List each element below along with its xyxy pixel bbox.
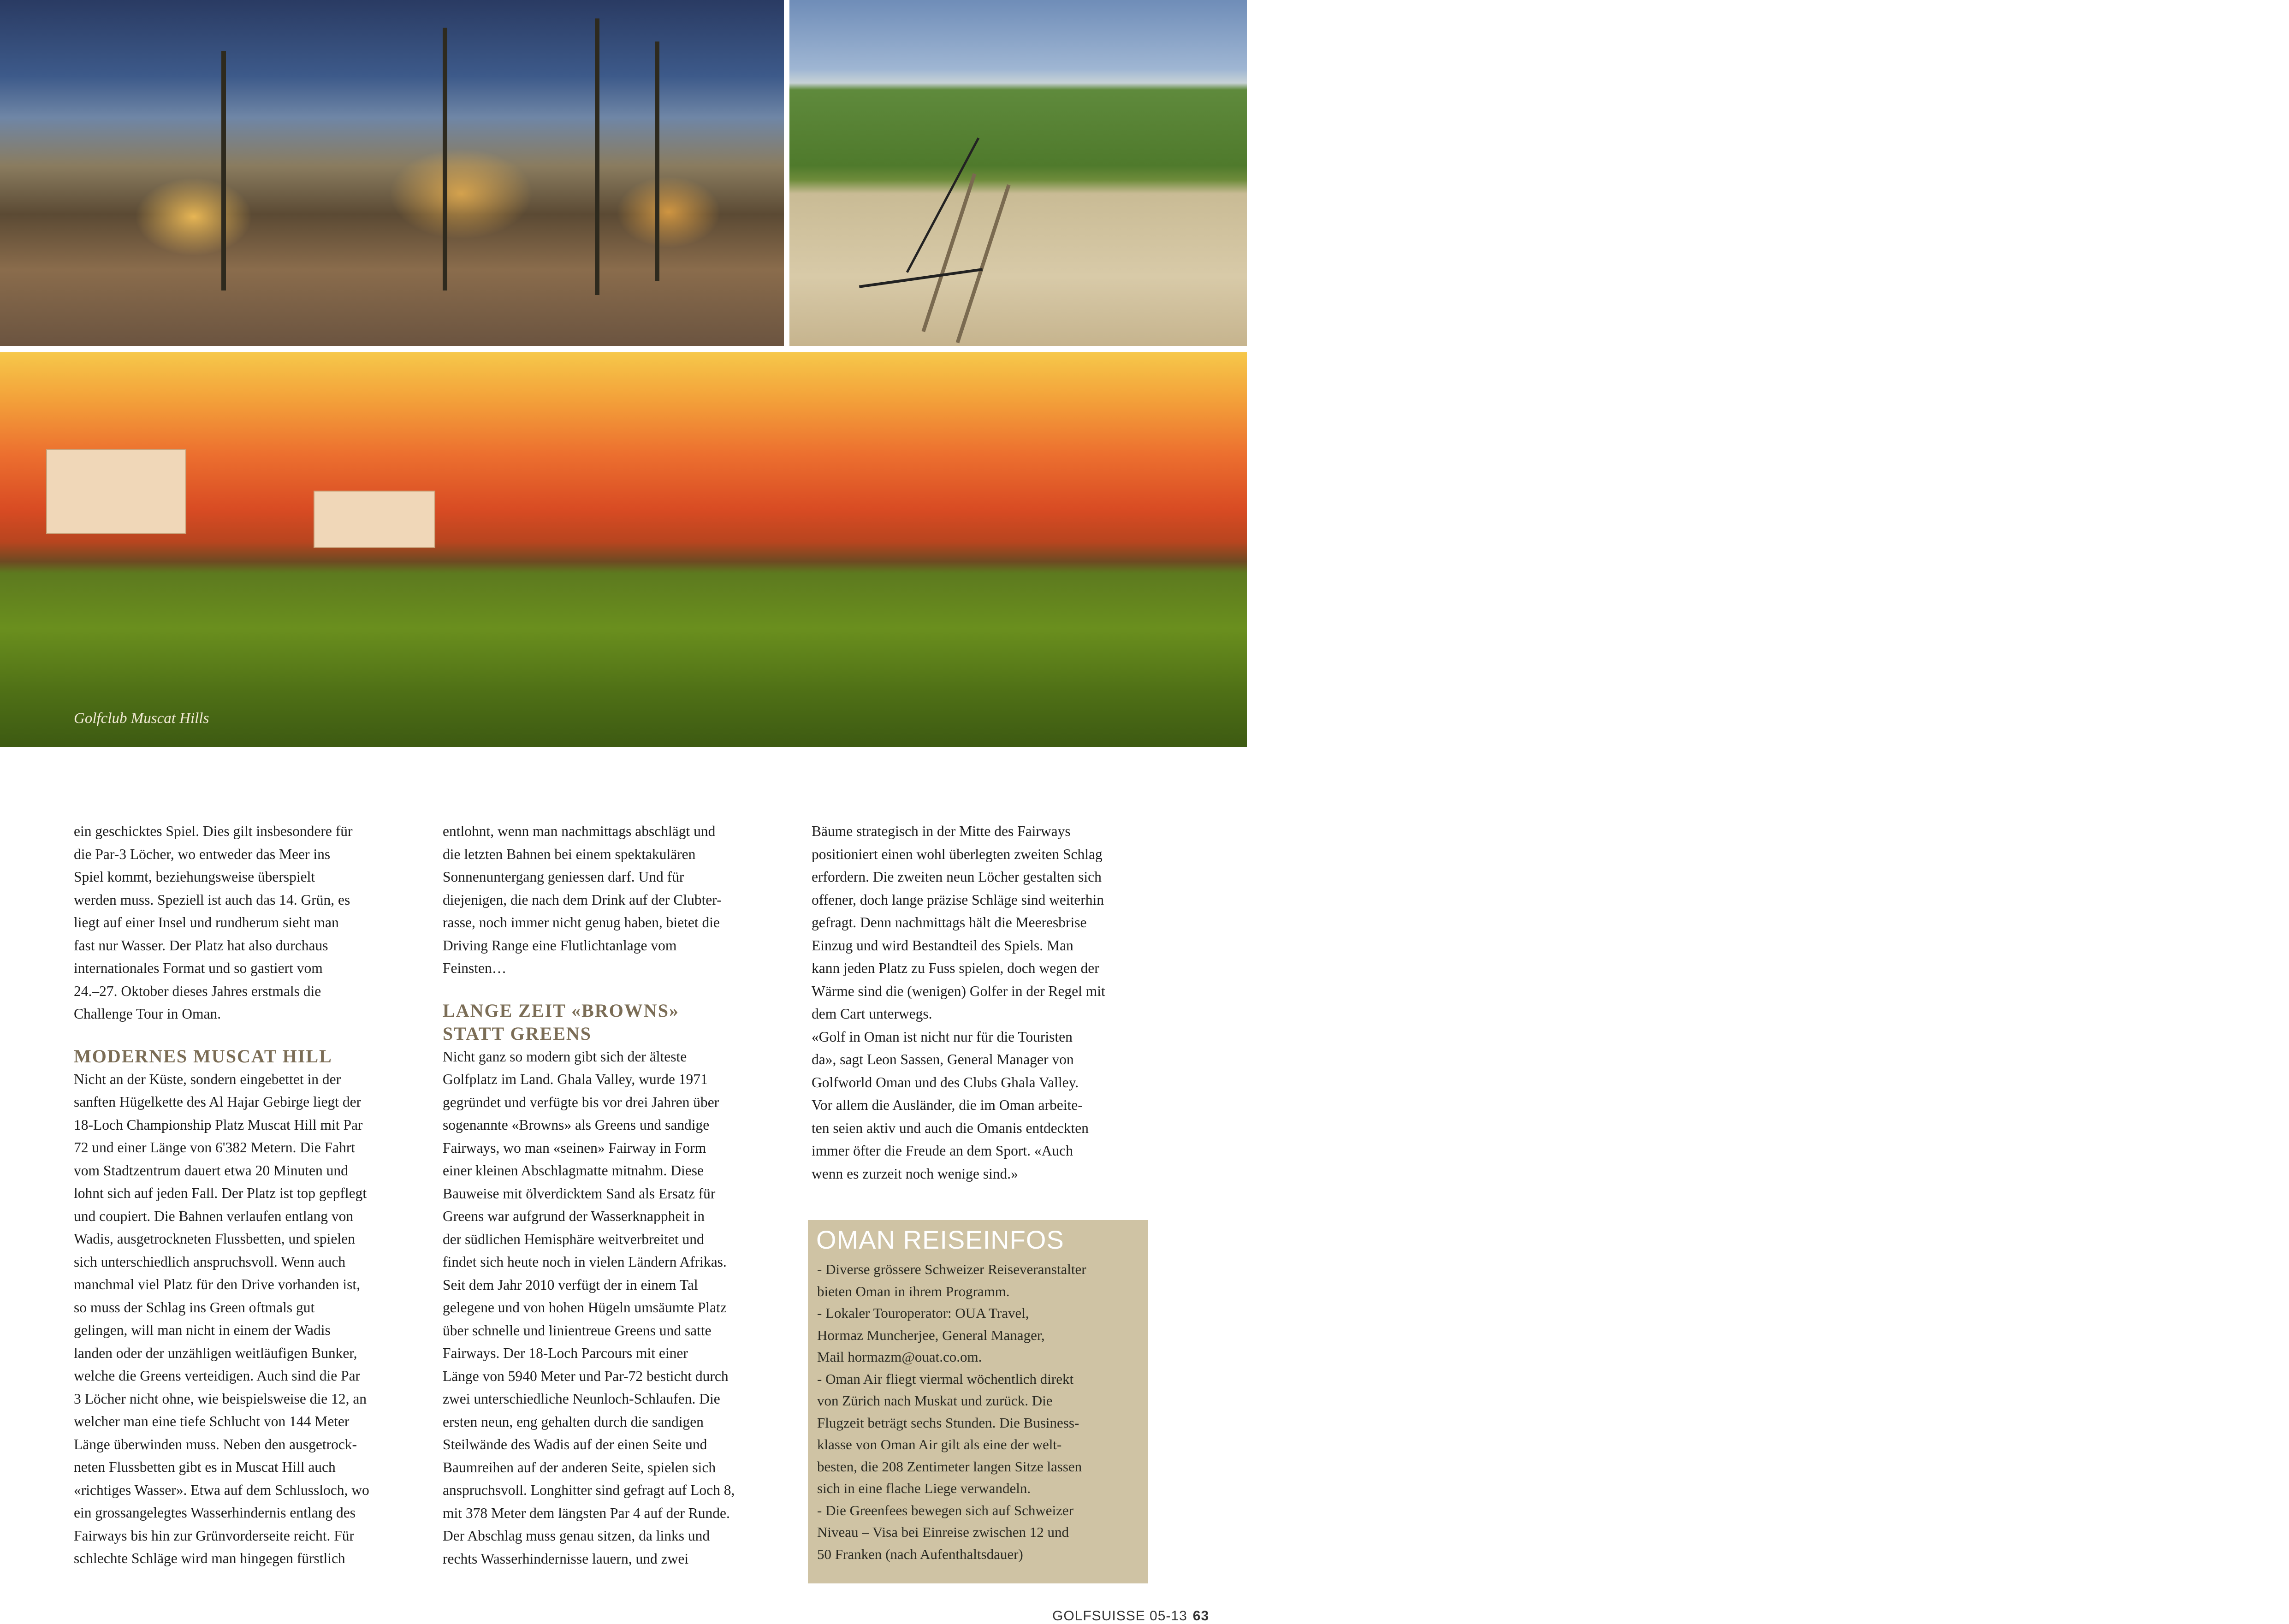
villa [314, 491, 435, 548]
bunker-photo [789, 0, 2013, 346]
section-heading: LANGE ZEIT «BROWNS» STATT GREENS [443, 1000, 679, 1044]
section-label: TRAVEL [1927, 55, 2013, 79]
page-footer [1052, 1608, 1209, 1624]
paragraph: Bäume strategisch in der Mitte des Fairways positioniert einen wohl überlegten zweiten Schlag erfordern. Die zweiten neun Löcher gestalten sich offener, doch lange präzise Schläge sind weiterhin gefragt. Denn nachmittags hält die Meeresbrise Einzug und wird Bestandteil des Spiels. Man kann jeden Platz zu Fuss spielen, doch wegen der Wärme sind die (wenigen) Golfer in der Regel mit dem Cart unterwegs. «Golf in Oman ist nicht nur für die Touristen da», sagt Leon Sassen, General Manager von Golfworld Oman und des Clubs Ghala Valley. Vor allem die Ausländer, die im Oman arbeite- ten seien aktiv und auch die Omanis entdeckten immer öfter die Freude an dem Sport. «Auch wenn es zurzeit noch wenige sind.» [812, 823, 1105, 1182]
info-item: - Die Greenfees bewegen sich auf Schweizer Niveau – Visa bei Einreise zwischen 12 und 50 Franken (nach Aufenthaltsdauer) [817, 1502, 1074, 1562]
villa [46, 449, 186, 534]
info-box-title: OMAN REISEINFOS [816, 1225, 1064, 1254]
paragraph: ein geschicktes Spiel. Dies gilt insbesondere für die Par-3 Löcher, wo entweder das Meer ins Spiel kommt, beziehungsweise überspielt werden muss. Speziell ist auch das 14. Grün, es liegt auf einer Insel und rundherum sieht man fast nur Wasser. Der Platz hat also durchaus internationales Format und so gastiert vom 24.–27. Oktober dieses Jahres erstmals die Challenge Tour in Oman. [74, 823, 353, 1022]
info-item: - Diverse grössere Schweizer Reiseveranstalter bieten Oman in ihrem Programm. [817, 1261, 1086, 1299]
terrace-photo [0, 0, 784, 346]
text-column-3 [812, 820, 1148, 1185]
info-box [808, 1220, 1148, 1583]
info-list [808, 1258, 1148, 1565]
info-item: - Lokaler Touroperator: OUA Travel, Hormaz Muncherjee, General Manager, Mail hormazm@ouat.co.om. [817, 1305, 1045, 1365]
palm-trunk [221, 51, 226, 290]
section-heading: MODERNES MUSCAT HILL [74, 1045, 332, 1067]
paragraph: entlohnt, wenn man nachmittags abschlägt und die letzten Bahnen bei einem spektakulären Sonnenuntergang geniessen darf. Und für diejenigen, die nach dem Drink auf der Clubter- rasse, noch immer nicht genug haben, bietet die Driving Range eine Flutlichtanlage vom Feinsten… [443, 823, 722, 976]
photo-caption: Golfclub Muscat Hills [74, 710, 209, 727]
text-column-1 [74, 820, 410, 1570]
info-item: - Oman Air fliegt viermal wöchentlich direkt von Zürich nach Muskat und zurück. Die Flugzeit beträgt sechs Stunden. Die Business- klasse von Oman Air gilt als eine der welt- besten, die 208 Zentimeter langen Sitze lassen sich in eine flache Liege verwandeln. [817, 1370, 1082, 1496]
ladder [921, 173, 1010, 344]
palm-trunk [595, 18, 599, 295]
magazine-issue: GOLFSUISSE 05-13 [1052, 1608, 1187, 1624]
palm-trunk [443, 28, 447, 290]
paragraph: Nicht ganz so modern gibt sich der älteste Golfplatz im Land. Ghala Valley, wurde 1971 gegründet und verfügte bis vor drei Jahren über sogenannte «Browns» als Greens und sandige Fairways, wo man «seinen» Fairway in Form einer kleinen Abschlagmatte mitnahm. Diese Bauweise mit ölverdicktem Sand als Ersatz für Greens war aufgrund der Wasserknappheit in der südlichen Hemisphäre weitverbreitet und findet sich heute noch in vielen Ländern Afrikas. Seit dem Jahr 2010 verfügt der in einem Tal gelegene und von hohen Hügeln umsäumte Platz über schnelle und linientreue Greens und satte Fairways. Der 18-Loch Parcours mit einer Länge von 5940 Meter und Par-72 besticht durch zwei unterschiedliche Neunloch-Schlaufen. Die ersten neun, eng gehalten durch die sandigen Steilwände des Wadis auf der einen Seite und Baumreihen auf der anderen Seite, spielen sich anspruchsvoll. Longhitter sind gefragt auf Loch 8, mit 378 Meter dem längsten Par 4 auf der Runde. Der Abschlag muss genau sitzen, da links und rechts Wasserhindernisse lauern, und zwei [443, 1048, 735, 1567]
paragraph: Nicht an der Küste, sondern eingebettet in der sanften Hügelkette des Al Hajar Gebirge liegt der 18-Loch Championship Platz Muscat Hill mit Par 72 und einer Länge von 6'382 Metern. Die Fahrt vom Stadtzentrum dauert etwa 20 Minuten und lohnt sich auf jeden Fall. Der Platz ist top gepflegt und coupiert. Die Bahnen verlaufen entlang von Wadis, ausgetrockneten Flussbetten, und spielen sich unterschiedlich anspruchsvoll. Wenn auch manchmal viel Platz für den Drive vorhanden ist, so muss der Schlag ins Green oftmals gut gelingen, will man nicht in einem der Wadis landen oder der unzähligen weitläufigen Bunker, welche die Greens verteidigen. Auch sind die Par 3 Löcher nicht ohne, wie beispielsweise die 12, an welcher man eine tiefe Schlucht von 144 Meter Länge überwinden muss. Neben den ausgetrock- neten Flussbetten gibt es in Muscat Hill auch «richtiges Wasser». Etwa auf dem Schlussloch, wo ein grossangelegtes Wasserhindernis entlang des Fairways bis hin zur Grünvorderseite reicht. Für schlechte Schläge wird man hingegen fürstlich [74, 1071, 369, 1566]
page-number: 63 [1192, 1608, 1210, 1624]
sunset-course-photo [0, 352, 1247, 747]
palm-trunk [655, 41, 659, 281]
text-column-2 [443, 820, 777, 1570]
